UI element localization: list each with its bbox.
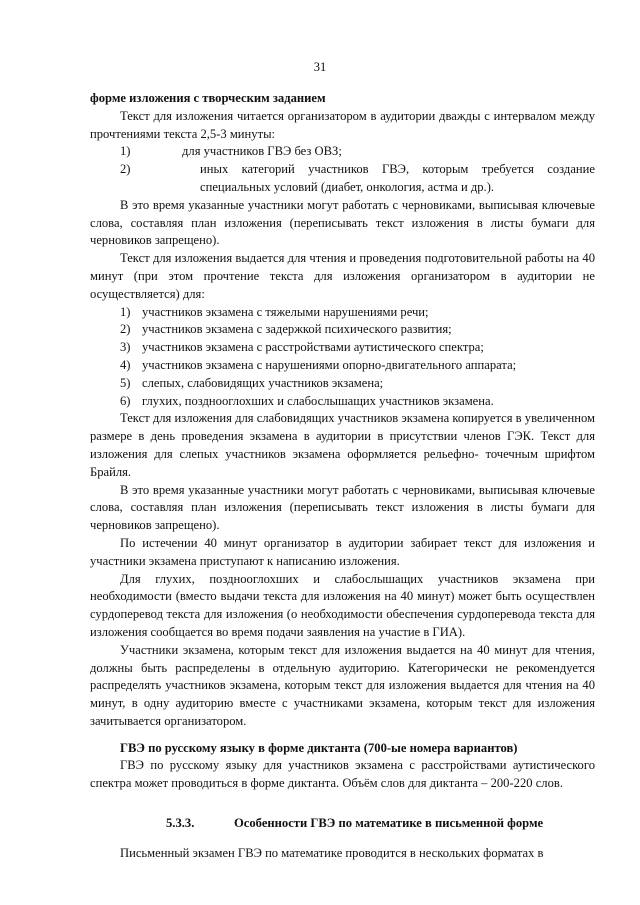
list-item-text: глухих, позднооглохших и слабослышащих участников экзамена. — [142, 393, 494, 408]
paragraph-drafts: В это время указанные участники могут работать с черновиками, выписывая ключевые слова, составляя план изложения (переписывать текст изложения в листы бумаги для черновиков запрещено). — [90, 197, 595, 248]
list-item — [90, 375, 595, 393]
paragraph-sign-language: Для глухих, позднооглохших и слабослышащих участников экзамена при необходимости (вместо выдачи текста для изложения на 40 минут) может быть осуществлен сурдоперевод текста для изложения (о необходимости обеспечения сурдоперевода текста для изложения сообщается во время подачи заявления на участие в ГИА). — [90, 571, 595, 639]
paragraph-after-40-min: По истечении 40 минут организатор в аудитории забирает текст для изложения и участники экзамена приступают к написанию изложения. — [90, 535, 595, 568]
paragraph-reading-40-min: Текст для изложения выдается для чтения и проведения подготовительной работы на 40 минут (при этом прочтение текста для изложения организатором в аудитории не осуществляется) для: — [90, 251, 595, 301]
list-item — [90, 339, 595, 357]
list-item — [90, 357, 595, 375]
list-item-text: участников экзамена с тяжелыми нарушениями речи; — [142, 304, 429, 319]
section-heading — [90, 815, 595, 833]
paragraph-dictation: ГВЭ по русскому языку для участников экзамена с расстройствами аутистического спектра может проводиться в форме диктанта. Объём слов для диктанта – 200-220 слов. — [90, 758, 595, 791]
paragraph-reading-twice: Текст для изложения читается организатором в аудитории дважды с интервалом между прочтениями текста 2,5-3 минуты: — [90, 108, 595, 141]
lead-heading: форме изложения с творческим заданием — [90, 91, 326, 105]
list-item — [90, 161, 595, 197]
list-item-number: 1) — [120, 304, 131, 319]
list-item-text: участников экзамена с нарушениями опорно-двигательного аппарата; — [142, 357, 517, 372]
list-item-number: 3) — [120, 340, 131, 355]
list-item-number: 6) — [120, 393, 131, 408]
paragraph-math-exam: Письменный экзамен ГВЭ по математике проводится в нескольких форматах в — [120, 845, 544, 860]
list-item — [90, 393, 595, 411]
paragraph-enlarged-copy: Текст для изложения для слабовидящих участников экзамена копируется в увеличенном размере в день проведения экзамена в аудитории в присутствии членов ГЭК. Текст для изложения для слепых участников экзамена оформляется рельефно- точечным шрифтом Брайля. — [90, 411, 595, 479]
list-item-number: 2) — [120, 162, 131, 177]
list-item-number: 4) — [120, 357, 131, 372]
list-item-text: участников экзамена с задержкой психического развития; — [142, 322, 452, 337]
list-item-text: для участников ГВЭ без ОВЗ; — [182, 144, 342, 159]
section-number: 5.3.3. — [166, 816, 195, 831]
section-title: Особенности ГВЭ по математике в письменной форме — [234, 816, 544, 831]
list-item — [90, 143, 595, 161]
paragraph-drafts-repeat: В это время указанные участники могут работать с черновиками, выписывая ключевые слова, составляя план изложения (переписывать текст изложения в листы бумаги для черновиков запрещено). — [90, 482, 595, 533]
list-item-text: слепых, слабовидящих участников экзамена; — [142, 375, 384, 390]
page-number: 31 — [313, 60, 327, 74]
paragraph-separate-room: Участники экзамена, которым текст для изложения выдается на 40 минут для чтения, должны быть распределены в отдельную аудиторию. Категорически не рекомендуется распределять участников экзамена, которым текст для изложения выдается для чтения на 40 минут, в одну аудиторию вместе с участниками экзамена, которым текст для изложения зачитывается организатором. — [90, 642, 595, 728]
list-item — [90, 304, 595, 322]
list-item-number: 5) — [120, 375, 131, 390]
list-item-text: иных категорий участников ГВЭ, которым требуется создание специальных условий (диабет, онкология, астма и др.). — [200, 162, 595, 194]
list-item-text: участников экзамена с расстройствами аутистического спектра; — [142, 340, 484, 355]
dictation-heading: ГВЭ по русскому языку в форме диктанта (700-ые номера вариантов) — [120, 740, 518, 755]
list-item-number: 1) — [120, 144, 131, 159]
list-item — [90, 321, 595, 339]
page-content — [90, 90, 595, 863]
list-item-number: 2) — [120, 322, 131, 337]
